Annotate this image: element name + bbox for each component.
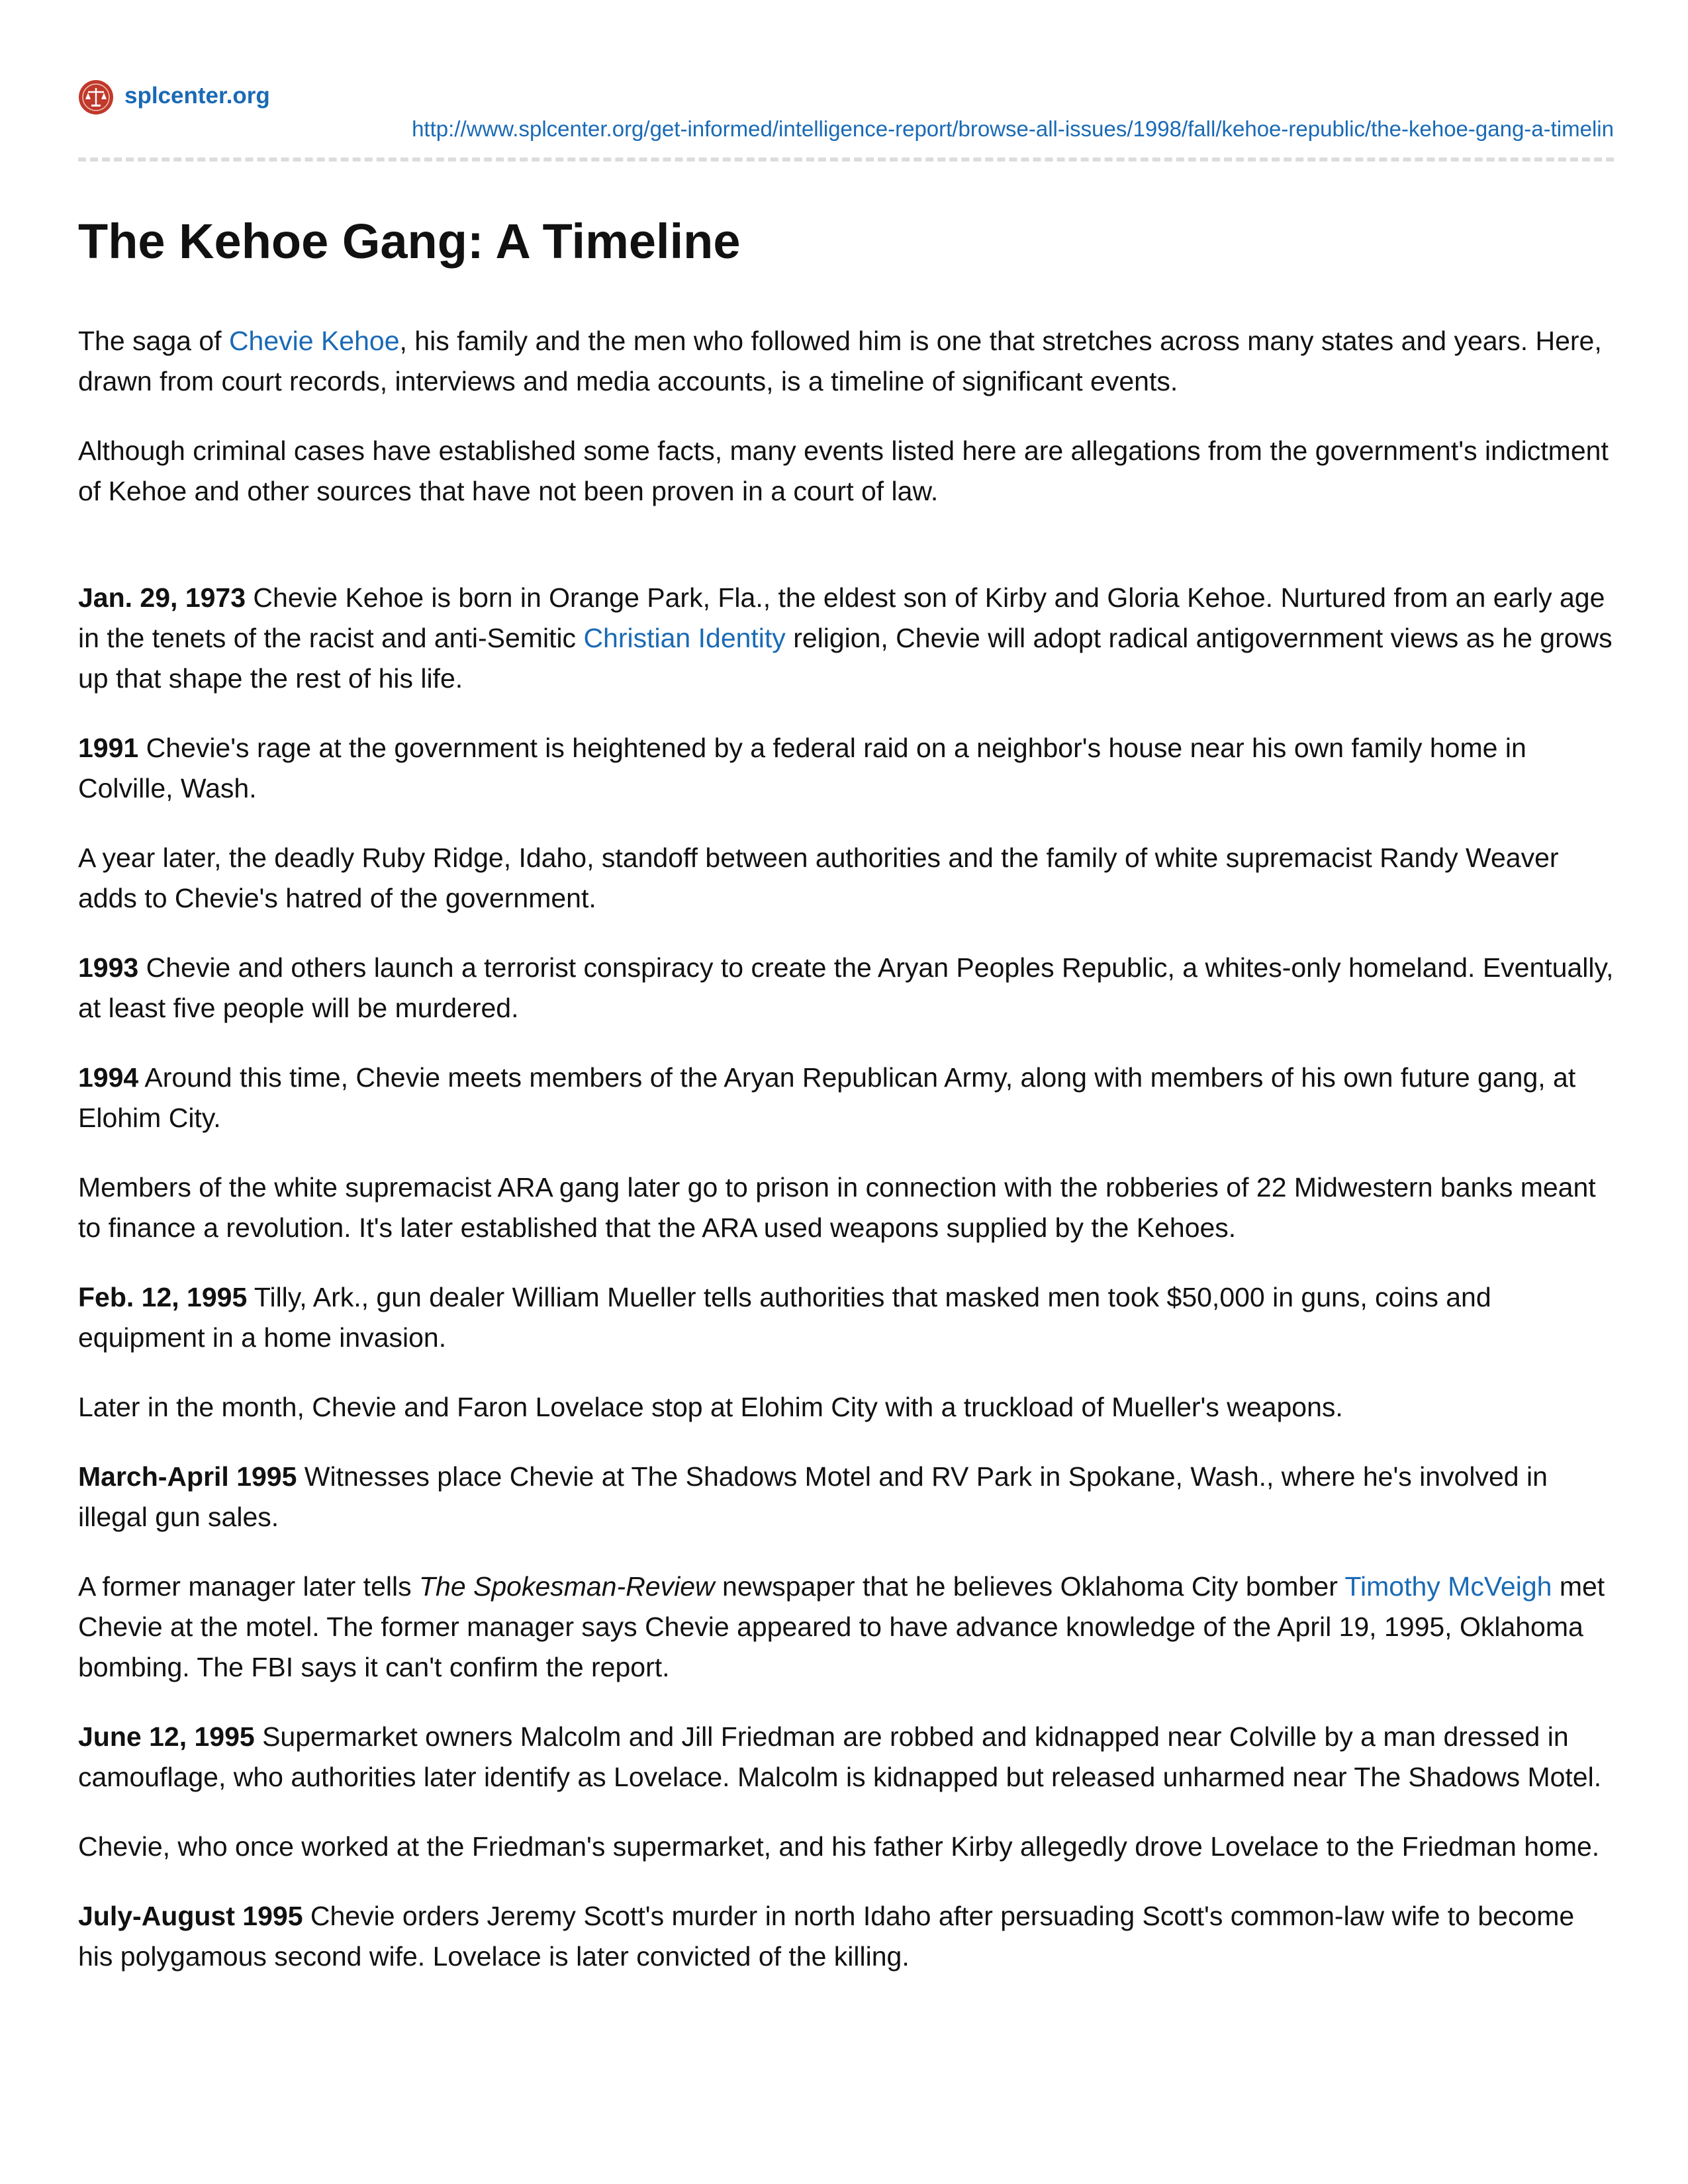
splc-logo-icon: [78, 79, 114, 115]
entry-text: A former manager later tells: [78, 1571, 419, 1602]
entry-text: Chevie's rage at the government is heightened by a federal raid on a neighbor's house near his own family home in Colville, Wash.: [78, 733, 1526, 803]
entry-text: Around this time, Chevie meets members of the Aryan Republican Army, along with members of his own future gang, at Elohim City.: [78, 1062, 1576, 1133]
intro-paragraph-1: [78, 321, 1614, 402]
entry-date: Feb. 12, 1995: [78, 1282, 248, 1312]
newspaper-title: The Spokesman-Review: [418, 1571, 715, 1602]
entry-date: March-April 1995: [78, 1461, 297, 1492]
entry-text: Tilly, Ark., gun dealer William Mueller tells authorities that masked men took $50,000 in guns, coins and equipment in a home invasion.: [78, 1282, 1491, 1353]
intro-text-start: The saga of: [78, 326, 229, 356]
timeline-entry-1994: [78, 1058, 1614, 1138]
timeline-entry-1991: [78, 728, 1614, 809]
site-name-link[interactable]: splcenter.org: [124, 83, 270, 109]
entry-text: Chevie Kehoe is born in Orange Park, Fla., the eldest son of Kirby and Gloria Kehoe. Nurtured from an early age in the tenets of the racist and anti-Semitic: [78, 582, 1605, 653]
header-divider: [78, 158, 1614, 161]
timeline-entry-june-1995: [78, 1717, 1614, 1797]
timeline-entry-june-1995-followup: Chevie, who once worked at the Friedman's supermarket, and his father Kirby allegedly drove Lovelace to the Friedman home.: [78, 1831, 1600, 1862]
page: [78, 73, 1614, 1972]
timothy-mcveigh-link[interactable]: Timothy McVeigh: [1344, 1571, 1552, 1602]
timeline-entry-march-april-1995-followup: [78, 1567, 1614, 1688]
entry-text: Supermarket owners Malcolm and Jill Friedman are robbed and kidnapped near Colville by a man dressed in camouflage, who authorities later identify as Lovelace. Malcolm is kidnapped but released unharmed near The Shadows Motel.: [78, 1721, 1602, 1792]
entry-date: June 12, 1995: [78, 1721, 255, 1752]
source-url-link[interactable]: http://www.splcenter.org/get-informed/intelligence-report/browse-all-issues/1998/fall/kehoe-republic/the-kehoe-gang-a-timelin: [412, 116, 1614, 141]
chevie-kehoe-link[interactable]: Chevie Kehoe: [228, 326, 400, 356]
intro-text-end: , his family and the men who followed him is one that stretches across many states and years. Here, drawn from court records, interviews and media accounts, is a timeline of significant events.: [78, 326, 1602, 396]
timeline-entry-1973: [78, 578, 1614, 699]
header: [78, 73, 1614, 158]
entry-date: 1991: [78, 733, 139, 763]
timeline-entry-feb-1995: [78, 1277, 1614, 1358]
entry-text: Chevie orders Jeremy Scott's murder in north Idaho after persuading Scott's common-law wife to become his polygamous second wife. Lovelace is later convicted of the killing.: [78, 1901, 1575, 1972]
article-body: [78, 321, 1614, 2006]
timeline-entry-feb-1995-followup: Later in the month, Chevie and Faron Lovelace stop at Elohim City with a truckload of Mueller's weapons.: [78, 1392, 1343, 1422]
entry-date: 1993: [78, 952, 139, 983]
entry-text: Witnesses place Chevie at The Shadows Motel and RV Park in Spokane, Wash., where he's involved in illegal gun sales.: [78, 1461, 1548, 1532]
intro-paragraph-2: Although criminal cases have established some facts, many events listed here are allegations from the government's indictment of Kehoe and other sources that have not been proven in a court of law.: [78, 435, 1609, 506]
entry-text-end: religion, Chevie will adopt radical antigovernment views as he grows up that shape the rest of his life.: [78, 623, 1613, 694]
timeline-entry-march-april-1995: [78, 1457, 1614, 1537]
entry-date: Jan. 29, 1973: [78, 582, 246, 613]
page-title: The Kehoe Gang: A Timeline: [78, 214, 741, 269]
timeline-entry-1994-followup: Members of the white supremacist ARA gang later go to prison in connection with the robberies of 22 Midwestern banks meant to finance a revolution. It's later established that the ARA used weapons supplied by the Kehoes.: [78, 1172, 1596, 1243]
entry-text: Chevie and others launch a terrorist conspiracy to create the Aryan Peoples Republic, a whites-only homeland. Eventually, at least five people will be murdered.: [78, 952, 1614, 1023]
timeline-entry-july-august-1995: [78, 1896, 1614, 1977]
entry-date: July-August 1995: [78, 1901, 303, 1931]
entry-text-end: met Chevie at the motel. The former manager says Chevie appeared to have advance knowledge of the April 19, 1995, Oklahoma bombing. The FBI says it can't confirm the report.: [78, 1571, 1605, 1682]
timeline-entry-1993: [78, 948, 1614, 1028]
timeline-entry-1991-followup: A year later, the deadly Ruby Ridge, Idaho, standoff between authorities and the family of white supremacist Randy Weaver adds to Chevie's hatred of the government.: [78, 842, 1559, 913]
entry-text-middle: newspaper that he believes Oklahoma City bomber: [714, 1571, 1345, 1602]
christian-identity-link[interactable]: Christian Identity: [583, 623, 786, 653]
entry-date: 1994: [78, 1062, 139, 1093]
